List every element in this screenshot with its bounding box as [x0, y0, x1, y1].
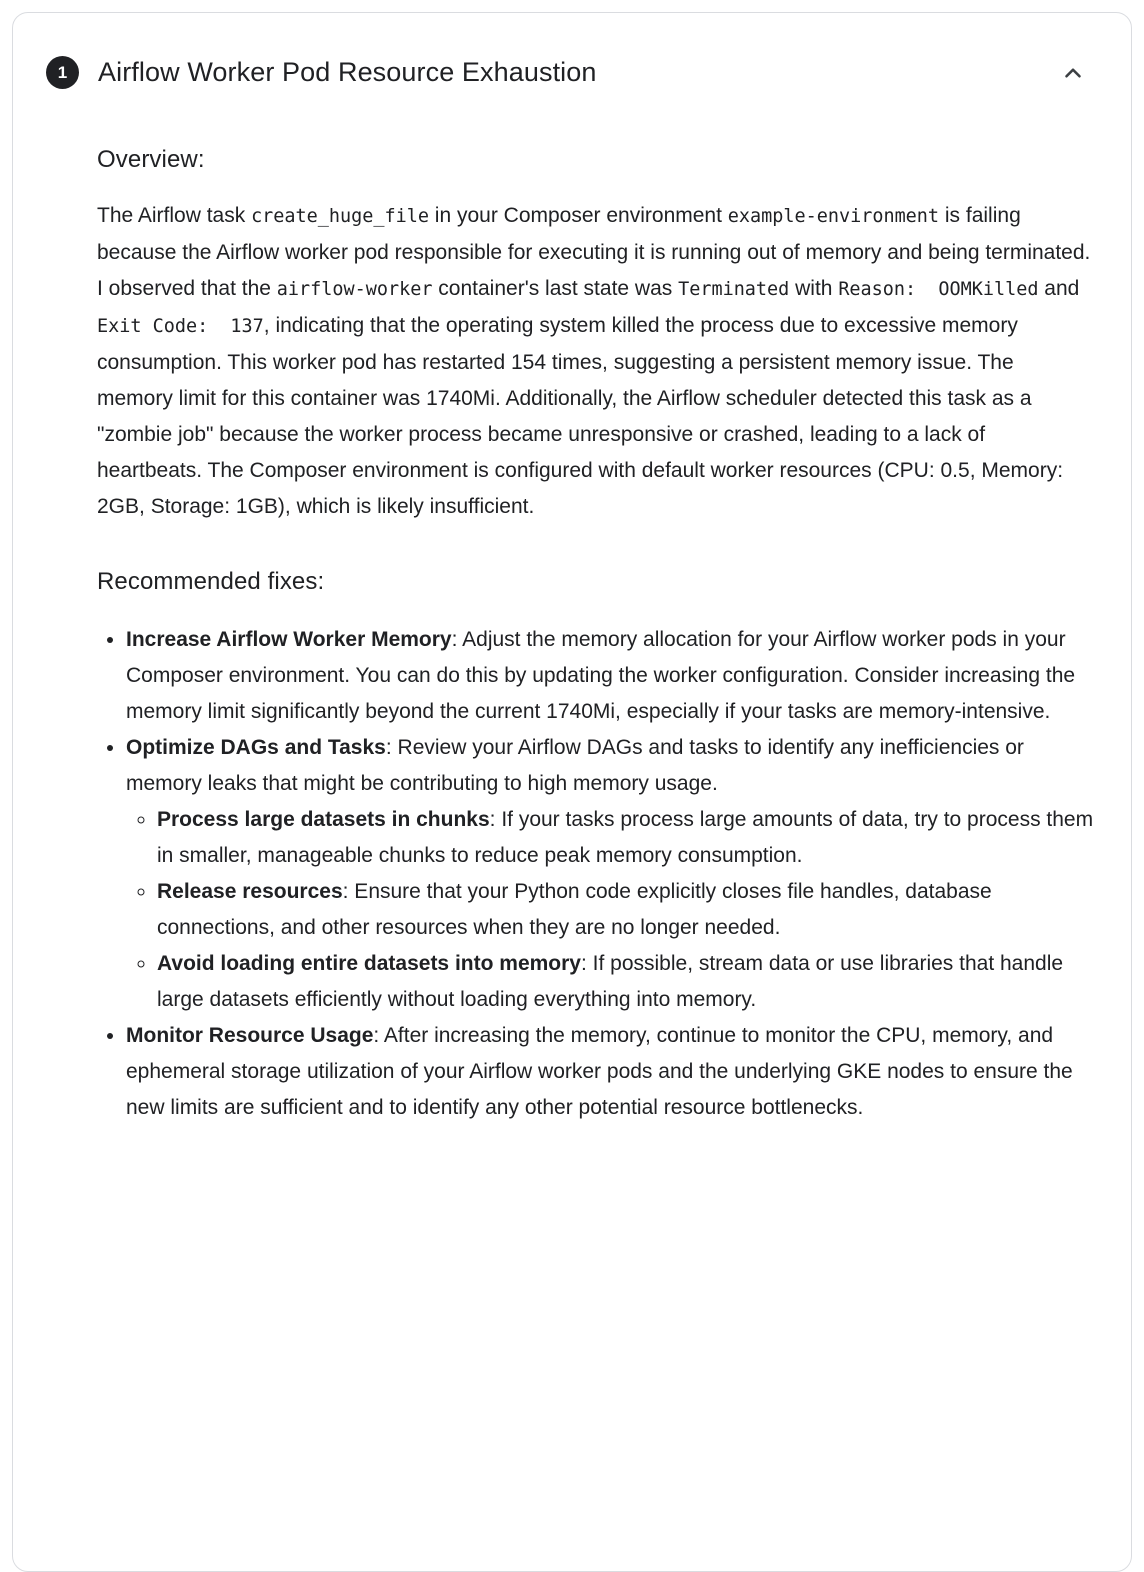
- fix-item: [126, 1018, 1095, 1126]
- overview-heading: Overview:: [97, 146, 205, 173]
- overview-paragraph: [97, 198, 1095, 525]
- finding-title: Airflow Worker Pod Resource Exhaustion: [98, 57, 597, 87]
- inline-code: example-environment: [727, 206, 940, 227]
- chevron-up-icon: [1060, 60, 1086, 86]
- fix-item-lead: Release resources: [157, 880, 343, 903]
- fix-item-lead: Optimize DAGs and Tasks: [126, 736, 386, 759]
- fix-item: [157, 874, 1095, 946]
- text-segment: in your Composer environment: [428, 204, 728, 227]
- fix-item-lead: Monitor Resource Usage: [126, 1024, 374, 1047]
- fix-item-text: : If your tasks process large amounts of data, try to process them in smaller, manageable chunks to reduce peak memory consumption.: [157, 808, 1094, 867]
- finding-number-badge: 1: [46, 56, 79, 89]
- fix-list: [97, 622, 1095, 1126]
- finding-header[interactable]: [13, 13, 1131, 89]
- fix-sublist: [126, 802, 1095, 1018]
- inline-code: create_huge_file: [251, 206, 429, 227]
- fix-item-lead: Process large datasets in chunks: [157, 808, 490, 831]
- inline-code: Exit Code: 137: [97, 316, 264, 337]
- fix-item: [126, 730, 1095, 1018]
- inline-code: Terminated: [678, 279, 790, 300]
- fix-item-text: : If possible, stream data or use libraries that handle large datasets efficiently without loading everything into memory.: [157, 952, 1064, 1011]
- finding-body: [13, 146, 1131, 1186]
- text-segment: , indicating that the operating system killed the process due to excessive memory consumption. This worker pod has restarted 154 times, suggesting a persistent memory issue. The memory limit for this container was 1740Mi. Additionally, the Airflow scheduler detected this task as a "zombie job" because the worker process became unresponsive or crashed, leading to a lack of heartbeats. The Composer environment is configured with default worker resources (CPU: 0.5, Memory: 2GB, Storage: 1GB), which is likely insufficient.: [97, 314, 1064, 518]
- fix-item-lead: Avoid loading entire datasets into memory: [157, 952, 581, 975]
- fix-item: [157, 802, 1095, 874]
- finding-card: [12, 12, 1132, 1572]
- fix-item-lead: Increase Airflow Worker Memory: [126, 628, 452, 651]
- text-segment: with: [789, 277, 839, 300]
- fix-item: [126, 622, 1095, 730]
- inline-code: Reason: OOMKilled: [838, 279, 1039, 300]
- collapse-button[interactable]: [1058, 58, 1088, 88]
- fix-item-text: : Ensure that your Python code explicitly closes file handles, database connections, and other resources when they are no longer needed.: [157, 880, 992, 939]
- fix-item-text: : Adjust the memory allocation for your Airflow worker pods in your Composer environment. You can do this by updating the worker configuration. Consider increasing the memory limit significantly beyond the current 1740Mi, especially if your tasks are memory-intensive.: [126, 628, 1076, 723]
- fixes-heading: Recommended fixes:: [97, 568, 325, 595]
- fix-item-text: : After increasing the memory, continue to monitor the CPU, memory, and ephemeral storage utilization of your Airflow worker pods and the underlying GKE nodes to ensure the new limits are sufficient and to identify any other potential resource bottlenecks.: [126, 1024, 1073, 1119]
- fix-item: [157, 946, 1095, 1018]
- fix-item-text: : Review your Airflow DAGs and tasks to identify any inefficiencies or memory leaks that might be contributing to high memory usage.: [126, 736, 1024, 795]
- text-segment: The Airflow task: [97, 204, 252, 227]
- inline-code: airflow-worker: [276, 279, 433, 300]
- text-segment: and: [1038, 277, 1080, 300]
- text-segment: container's last state was: [432, 277, 679, 300]
- text-segment: is failing because the Airflow worker pod responsible for executing it is running out of memory and being terminated. I observed that the: [97, 204, 1091, 300]
